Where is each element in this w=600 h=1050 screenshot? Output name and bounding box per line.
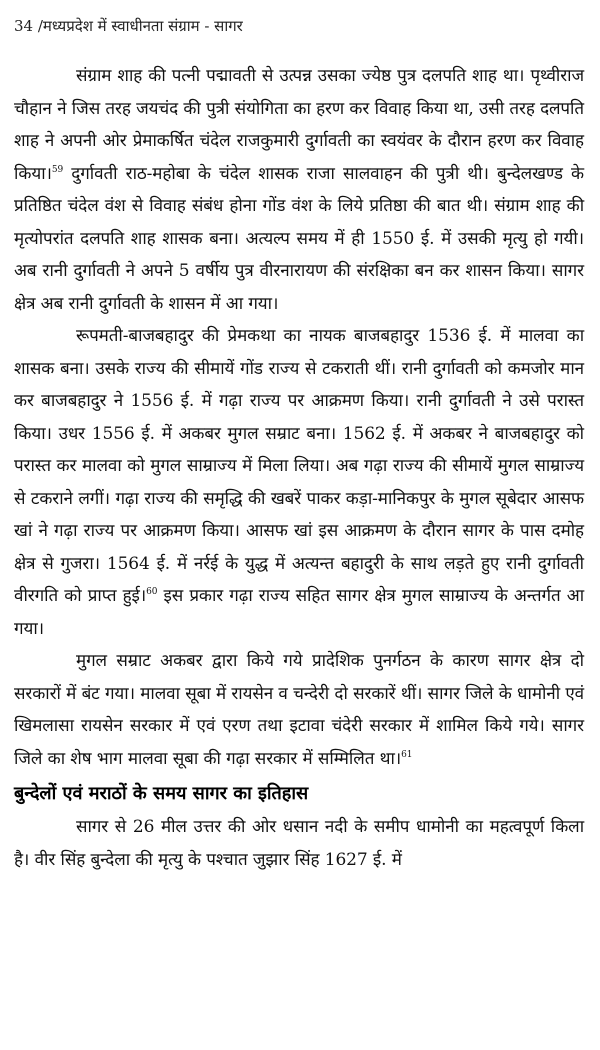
- paragraph-dhamoni-fort: [14, 811, 584, 876]
- running-header: 34 /मध्यप्रदेश में स्वाधीनता संग्राम - सागर: [14, 17, 243, 35]
- paragraph-text: संग्राम शाह की पत्नी पद्मावती से उत्पन्न उसका ज्येष्ठ पुत्र दलपति शाह था। पृथ्वीराज चौहान ने जिस तरह जयचंद की पुत्री संयोगिता का हरण कर विवाह किया था, उसी तरह दलपति शाह ने अपनी ओर प्रेमाकर्षित चंदेल राजकुमारी दुर्गावती का स्वयंवर के दौरान हरण कर विवाह किया।: [14, 66, 584, 184]
- section-heading: बुन्देलों एवं मराठों के समय सागर का इतिहास: [14, 783, 309, 804]
- paragraph-akbar-reorganization: [14, 645, 584, 775]
- footnote-marker-60[interactable]: 60: [146, 587, 158, 597]
- paragraph-dalpati-shah: [14, 60, 584, 320]
- paragraph-text: मुगल सम्राट अकबर द्वारा किये गये प्रादेशिक पुनर्गठन के कारण सागर क्षेत्र दो सरकारों में बंट गया। मालवा सूबा में रायसेन व चन्देरी दो सरकारें थीं। सागर जिले के धामोनी एवं खिमलासा रायसेन सरकार में एवं एरण तथा इटावा चंदेरी सरकार में शामिल किये गये। सागर जिले का शेष भाग मालवा सूबा की गढ़ा सरकार में सम्मिलित था।: [14, 651, 584, 769]
- footnote-marker-59[interactable]: 59: [51, 164, 64, 175]
- paragraph-text-continued: इस प्रकार गढ़ा राज्य सहित सागर क्षेत्र मुगल साम्राज्य के अन्तर्गत आ गया।: [14, 586, 585, 639]
- footnote-marker-61[interactable]: 61: [401, 749, 413, 760]
- paragraph-text-continued: दुर्गावती राठ-महोबा के चंदेल शासक राजा सालवाहन की पुत्री थी। बुन्देलखण्ड के प्रतिष्ठित चंदेल वंश से विवाह संबंध होना गोंड वंश के लिये प्रतिष्ठा की बात थी। संग्राम शाह की मृत्योपरांत दलपति शाह शासक बना। अत्यल्प समय में ही 1550 ई. में उसकी मृत्यु हो गयी। अब रानी दुर्गावती ने अपने 5 वर्षीय पुत्र वीरनारायण की संरक्षिका बन कर शासन किया। सागर क्षेत्र अब रानी दुर्गावती के शासन में आ गया।: [14, 163, 584, 314]
- body-text: [14, 60, 584, 876]
- paragraph-bajbahadur: [14, 320, 584, 645]
- paragraph-text: सागर से 26 मील उत्तर की ओर धसान नदी के समीप धामोनी का महत्वपूर्ण किला है। वीर सिंह बुन्देला की मृत्यु के पश्चात जुझार सिंह 1627 ई. में: [14, 817, 584, 870]
- paragraph-text: रूपमती-बाजबहादुर की प्रेमकथा का नायक बाजबहादुर 1536 ई. में मालवा का शासक बना। उसके राज्य की सीमायें गोंड राज्य से टकराती थीं। रानी दुर्गावती को कमजोर मान कर बाजबहादुर ने 1556 ई. में गढ़ा राज्य पर आक्रमण किया। रानी दुर्गावती ने उसे परास्त किया। उधर 1556 ई. में अकबर मुगल सम्राट बना। 1562 ई. में अकबर ने बाजबहादुर को परास्त कर मालवा को मुगल साम्राज्य में मिला लिया। अब गढ़ा राज्य की सीमायें मुगल साम्राज्य से टकराने लगीं। गढ़ा राज्य की समृद्धि की खबरें पाकर कड़ा-मानिकपुर के मुगल सूबेदार आसफ खां ने गढ़ा राज्य पर आक्रमण किया। आसफ खां इस आक्रमण के दौरान सागर के पास दमोह क्षेत्र से गुजरा। 1564 ई. में नर्रई के युद्ध में अत्यन्त बहादुरी के साथ लड़ते हुए रानी दुर्गावती वीरगति को प्राप्त हुई।: [14, 326, 584, 606]
